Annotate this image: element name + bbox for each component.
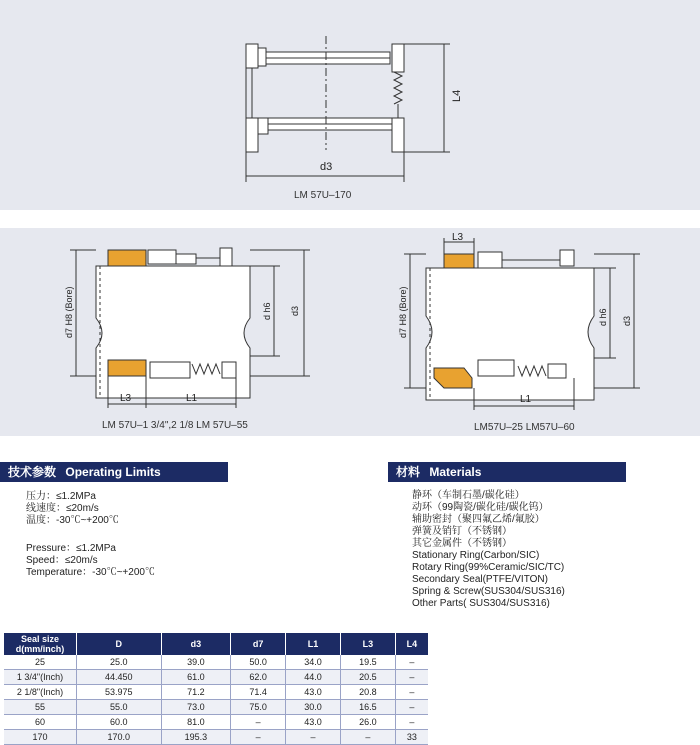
limit-speed-zh: 线速度：≤20m/s (26, 503, 99, 514)
limit-speed-en: Speed：≤20m/s (26, 555, 98, 566)
table-row (4, 700, 428, 715)
dh6-label-right: d h6 (598, 308, 608, 326)
operating-limits-header (0, 462, 228, 482)
material-en-5: Other Parts( SUS304/SUS316) (412, 598, 550, 609)
bottom-right-caption: LM57U–25 LM57U–60 (474, 422, 575, 433)
table-cell: 44.450 (77, 670, 162, 685)
table-cell: 25.0 (77, 655, 162, 670)
table-cell: 43.0 (286, 685, 341, 700)
lm57u-170-drawing (0, 0, 700, 210)
l1-label-left: L1 (186, 393, 198, 404)
table-row (4, 655, 428, 670)
table-cell: 2 1/8"(Inch) (4, 685, 77, 700)
material-en-3: Secondary Seal(PTFE/VITON) (412, 574, 548, 585)
d3-label: d3 (320, 161, 333, 173)
table-cell: 39.0 (161, 655, 231, 670)
table-cell: 60 (4, 715, 77, 730)
table-cell: – (395, 715, 428, 730)
l3-label-right: L3 (452, 232, 464, 243)
material-zh-3: 辅助密封（聚四氟乙烯/氟胶） (412, 514, 545, 525)
table-cell: 60.0 (77, 715, 162, 730)
table-cell: 30.0 (286, 700, 341, 715)
materials-title-en: Materials (429, 465, 482, 479)
table-header-row (4, 633, 428, 655)
l3-label-left: L3 (120, 393, 132, 404)
table-cell: 81.0 (161, 715, 231, 730)
materials-title-zh: 材料 (396, 465, 421, 479)
table-cell: 170.0 (77, 730, 162, 745)
d7-label-right: d7 H8 (Bore) (398, 286, 408, 338)
table-cell: 71.4 (231, 685, 286, 700)
l4-label: L4 (451, 89, 463, 102)
table-cell: 62.0 (231, 670, 286, 685)
col-l1: L1 (286, 633, 341, 655)
bottom-drawing-panel (0, 228, 700, 436)
table-row (4, 730, 428, 745)
d3-label-left: d3 (290, 305, 300, 316)
material-zh-4: 弹簧及销钉（不锈钢） (412, 526, 512, 537)
table-cell: 20.5 (340, 670, 395, 685)
d7-label-left: d7 H8 (Bore) (64, 286, 74, 338)
material-en-1: Stationary Ring(Carbon/SIC) (412, 550, 540, 561)
table-cell: – (395, 655, 428, 670)
table-cell: 43.0 (286, 715, 341, 730)
table-cell: 61.0 (161, 670, 231, 685)
seal-size-table (4, 633, 428, 745)
material-en-2: Rotary Ring(99%Ceramic/SIC/TC) (412, 562, 565, 573)
table-cell: 1 3/4"(Inch) (4, 670, 77, 685)
limit-temp-en: Temperature：-30℃~+200℃ (26, 567, 155, 578)
table-cell: 53.975 (77, 685, 162, 700)
table-cell: 44.0 (286, 670, 341, 685)
materials-zh (412, 490, 549, 550)
table-cell: 55.0 (77, 700, 162, 715)
table-cell: 20.8 (340, 685, 395, 700)
operating-limits-title-zh: 技术参数 (8, 465, 57, 479)
table-cell: 195.3 (161, 730, 231, 745)
table-cell: 71.2 (161, 685, 231, 700)
material-en-4: Spring & Screw(SUS304/SUS316) (412, 586, 565, 597)
material-zh-1: 静环（车制石墨/碳化硅） (412, 490, 525, 501)
table-cell: 170 (4, 730, 77, 745)
table-cell: – (231, 730, 286, 745)
operating-limits-en (26, 543, 155, 579)
table-cell: – (395, 700, 428, 715)
table-cell: 16.5 (340, 700, 395, 715)
limit-pressure-en: Pressure：≤1.2MPa (26, 543, 116, 554)
col-d3: d3 (161, 633, 231, 655)
col-l4: L4 (395, 633, 428, 655)
operating-limits-zh (26, 491, 119, 527)
col-d: D (77, 633, 162, 655)
table-cell: 26.0 (340, 715, 395, 730)
seal-section-drawings (0, 228, 700, 436)
table-row (4, 670, 428, 685)
materials-header (388, 462, 626, 482)
material-zh-2: 动环（99陶瓷/碳化硅/碳化钨） (412, 502, 549, 513)
top-caption: LM 57U–170 (294, 190, 352, 201)
table-cell: 34.0 (286, 655, 341, 670)
table-cell: 73.0 (161, 700, 231, 715)
table-row (4, 685, 428, 700)
dh6-label-left: d h6 (262, 302, 272, 320)
col-d7: d7 (231, 633, 286, 655)
table-cell: 75.0 (231, 700, 286, 715)
materials-en (412, 550, 565, 610)
limit-temp-zh: 温度：-30℃~+200℃ (26, 515, 119, 526)
bottom-left-caption: LM 57U–1 3/4",2 1/8 LM 57U–55 (102, 420, 248, 431)
table-cell: 33 (395, 730, 428, 745)
col-l3: L3 (340, 633, 395, 655)
l1-label-right: L1 (520, 394, 532, 405)
table-cell: 19.5 (340, 655, 395, 670)
limit-pressure-zh: 压力：≤1.2MPa (26, 491, 96, 502)
top-drawing-panel (0, 0, 700, 210)
table-cell: 50.0 (231, 655, 286, 670)
table-cell: – (286, 730, 341, 745)
table-cell: – (340, 730, 395, 745)
operating-limits-title-en: Operating Limits (65, 465, 161, 479)
table-cell: – (395, 670, 428, 685)
table-cell: 55 (4, 700, 77, 715)
d3-label-right: d3 (622, 315, 632, 326)
col-seal-size: Seal size d(mm/inch) (4, 633, 77, 655)
material-zh-5: 其它金属件（不锈钢） (412, 538, 512, 549)
table-row (4, 715, 428, 730)
table-cell: – (395, 685, 428, 700)
table-cell: 25 (4, 655, 77, 670)
table-cell: – (231, 715, 286, 730)
